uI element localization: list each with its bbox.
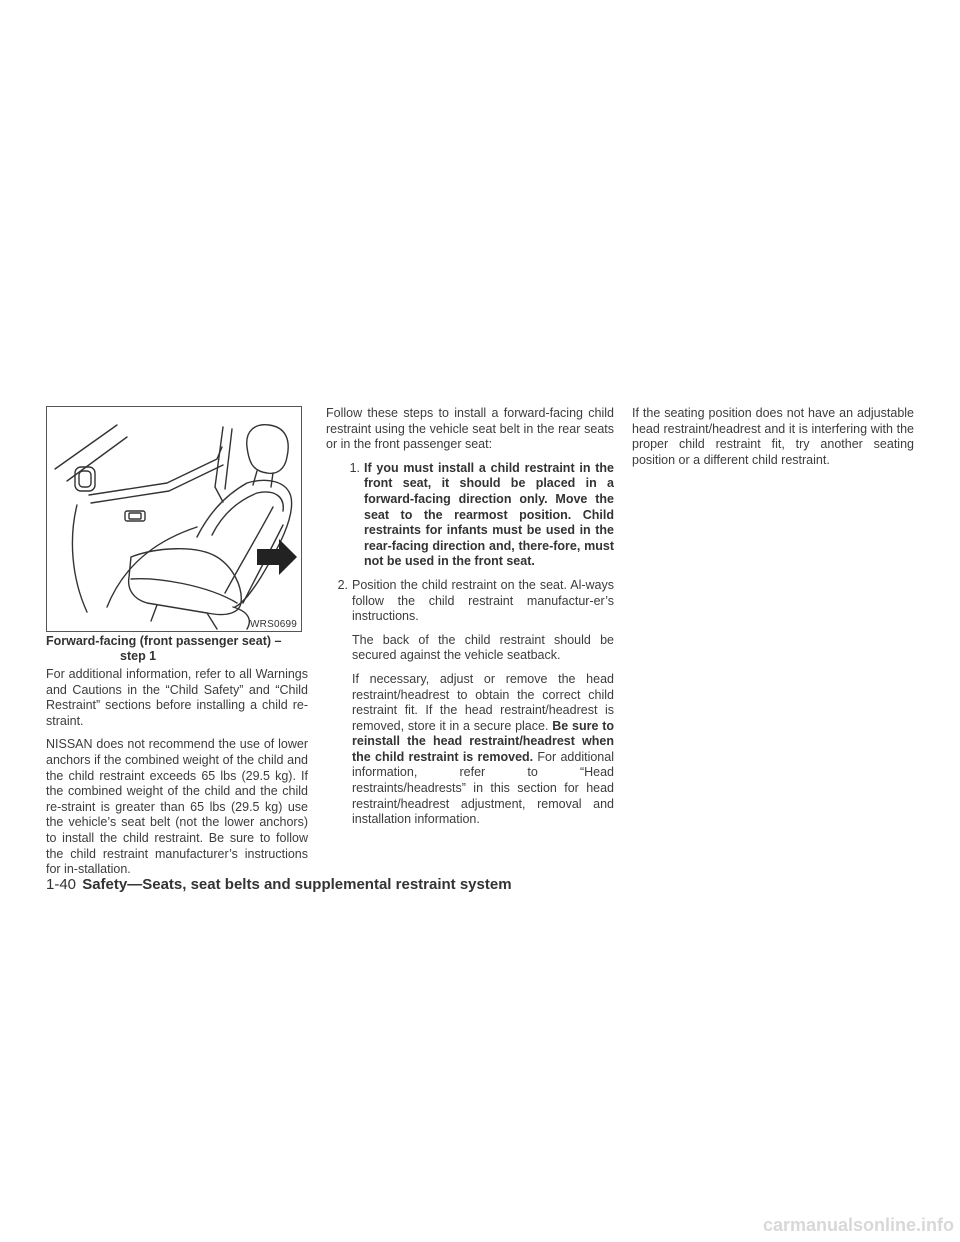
forward-arrow-icon	[257, 539, 297, 575]
figure-caption	[46, 634, 308, 664]
middle-column	[326, 406, 614, 836]
figure-code: WRS0699	[250, 619, 297, 630]
text-segment: If necessary, adjust or remove the head restraint/headrest to obtain the correct child restraint fit. If the head restraint/headrest is removed, store it in a secure place.	[352, 671, 614, 733]
paragraph-intro: Follow these steps to install a forward-facing child restraint using the vehicle seat belt in the rear seats or in the front passenger seat:	[326, 406, 614, 452]
right-column	[632, 406, 914, 476]
paragraph-additional-info: For additional information, refer to all Warnings and Cautions in the “Child Safety” and “Child Restraint” sections before installing a child re-straint.	[46, 667, 308, 728]
caption-line-2: step 1	[120, 649, 157, 663]
seat-illustration	[46, 406, 302, 632]
step-number: 1.	[349, 460, 360, 475]
paragraph-seating-position: If the seating position does not have an adjustable head restraint/headrest and it is interfering with the proper child restraint fit, try another seating position or a different child restraint.	[632, 406, 914, 467]
left-column	[46, 667, 308, 886]
step-2	[326, 578, 614, 625]
caption-line-1: Forward-facing (front passenger seat) –	[46, 634, 282, 648]
step-text: Position the child restraint on the seat. Al-ways follow the child restraint manufactur-er’s instructions.	[352, 577, 614, 624]
paragraph-seatback: The back of the child restraint should be secured against the vehicle seatback.	[352, 632, 614, 663]
step-1	[326, 461, 614, 570]
watermark: carmanualsonline.info	[762, 1215, 954, 1235]
paragraph-head-restraint	[326, 672, 614, 828]
page-number: 1-40	[46, 876, 77, 893]
paragraph-lower-anchors: NISSAN does not recommend the use of lower anchors if the combined weight of the child and the child restraint exceeds 65 lbs (29.5 kg). If the combined weight of the child and the child re-straint is greater than 65 lbs (29.5 kg) use the vehicle’s seat belt (not the lower anchors) to install the child restraint. Be sure to follow the child restraint manufacturer’s instructions for in-stallation.	[46, 737, 308, 877]
section-title: Safety—Seats, seat belts and supplemental restraint system	[82, 876, 512, 893]
seat-drawing	[47, 407, 300, 630]
page-footer	[46, 876, 946, 894]
bold-warning: Be sure to reinstall the head restraint/headrest when the child restraint is removed.	[352, 718, 614, 764]
text-segment: For additional information, refer to “Head restraints/headrests” in this section for head restraint/headrest adjustment, removal and installation information.	[352, 749, 614, 827]
step-text: If you must install a child restraint in the front seat, it should be placed in a forward-facing direction only. Move the seat to the rearmost position. Child restraints for infants must be used in the rear-facing direction and, there-fore, must not be used in the front seat.	[364, 460, 614, 569]
step-number: 2.	[337, 577, 348, 592]
